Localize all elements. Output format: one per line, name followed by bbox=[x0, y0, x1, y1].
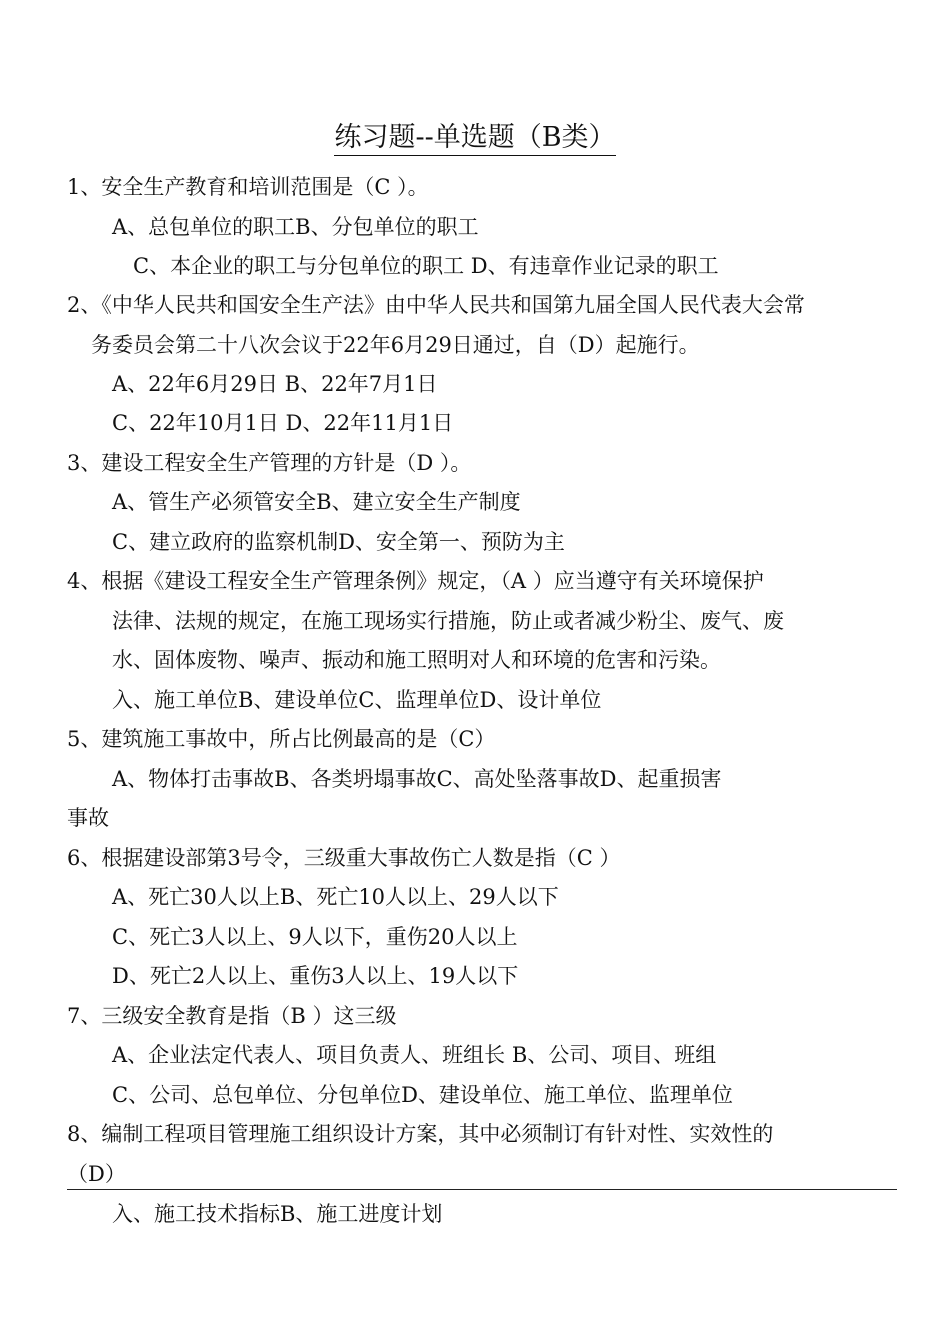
text-line: 1、安全生产教育和培训范围是（C ）。 bbox=[67, 175, 429, 199]
text-line: C、22年10月1日 D、22年11月1日 bbox=[112, 411, 454, 435]
horizontal-rule bbox=[67, 1189, 897, 1190]
text-line: 入、施工单位B、建设单位C、监理单位D、设计单位 bbox=[112, 688, 602, 712]
text-line: 水、固体废物、噪声、振动和施工照明对人和环境的危害和污染。 bbox=[112, 648, 721, 672]
text-line: C、建立政府的监察机制D、安全第一、预防为主 bbox=[112, 530, 565, 554]
text-line: A、死亡30人以上B、死亡10人以上、29人以下 bbox=[112, 885, 559, 909]
text-line: （D） bbox=[67, 1162, 126, 1186]
text-line: 务委员会第二十八次会议于22年6月29日通过，自（D）起施行。 bbox=[91, 333, 700, 357]
text-line: A、总包单位的职工B、分包单位的职工 bbox=[112, 215, 479, 239]
text-line: 4、根据《建设工程安全生产管理条例》规定，（A ）应当遵守有关环境保护 bbox=[67, 569, 764, 593]
page-title: 练习题--单选题（B类） bbox=[0, 118, 950, 158]
text-line: C、死亡3人以上、9人以下，重伤20人以上 bbox=[112, 925, 518, 949]
text-line: C、公司、总包单位、分包单位D、建设单位、施工单位、监理单位 bbox=[112, 1083, 733, 1107]
text-line: 2、《中华人民共和国安全生产法》由中华人民共和国第九届全国人民代表大会常 bbox=[67, 293, 805, 317]
text-line: A、企业法定代表人、项目负责人、班组长 B、公司、项目、班组 bbox=[112, 1043, 717, 1067]
text-line: A、管生产必须管安全B、建立安全生产制度 bbox=[112, 490, 521, 514]
text-line: A、22年6月29日 B、22年7月1日 bbox=[112, 372, 438, 396]
text-line: A、物体打击事故B、各类坍塌事故C、高处坠落事故D、起重损害 bbox=[112, 767, 722, 791]
text-line: 事故 bbox=[67, 806, 109, 830]
text-line: 入、施工技术指标B、施工进度计划 bbox=[112, 1202, 443, 1226]
text-line: 7、三级安全教育是指（B ）这三级 bbox=[67, 1004, 397, 1028]
text-line: 5、建筑施工事故中，所占比例最高的是（C） bbox=[67, 727, 496, 751]
text-line: 6、根据建设部第3号令，三级重大事故伤亡人数是指（C ） bbox=[67, 846, 621, 870]
text-line: 8、编制工程项目管理施工组织设计方案，其中必须制订有针对性、实效性的 bbox=[67, 1122, 774, 1146]
text-line: 3、建设工程安全生产管理的方针是（D ）。 bbox=[67, 451, 472, 475]
text-line: 法律、法规的规定，在施工现场实行措施，防止或者减少粉尘、废气、废 bbox=[112, 609, 784, 633]
text-line: D、死亡2人以上、重伤3人以上、19人以下 bbox=[112, 964, 519, 988]
text-line: C、本企业的职工与分包单位的职工 D、有违章作业记录的职工 bbox=[133, 254, 719, 278]
